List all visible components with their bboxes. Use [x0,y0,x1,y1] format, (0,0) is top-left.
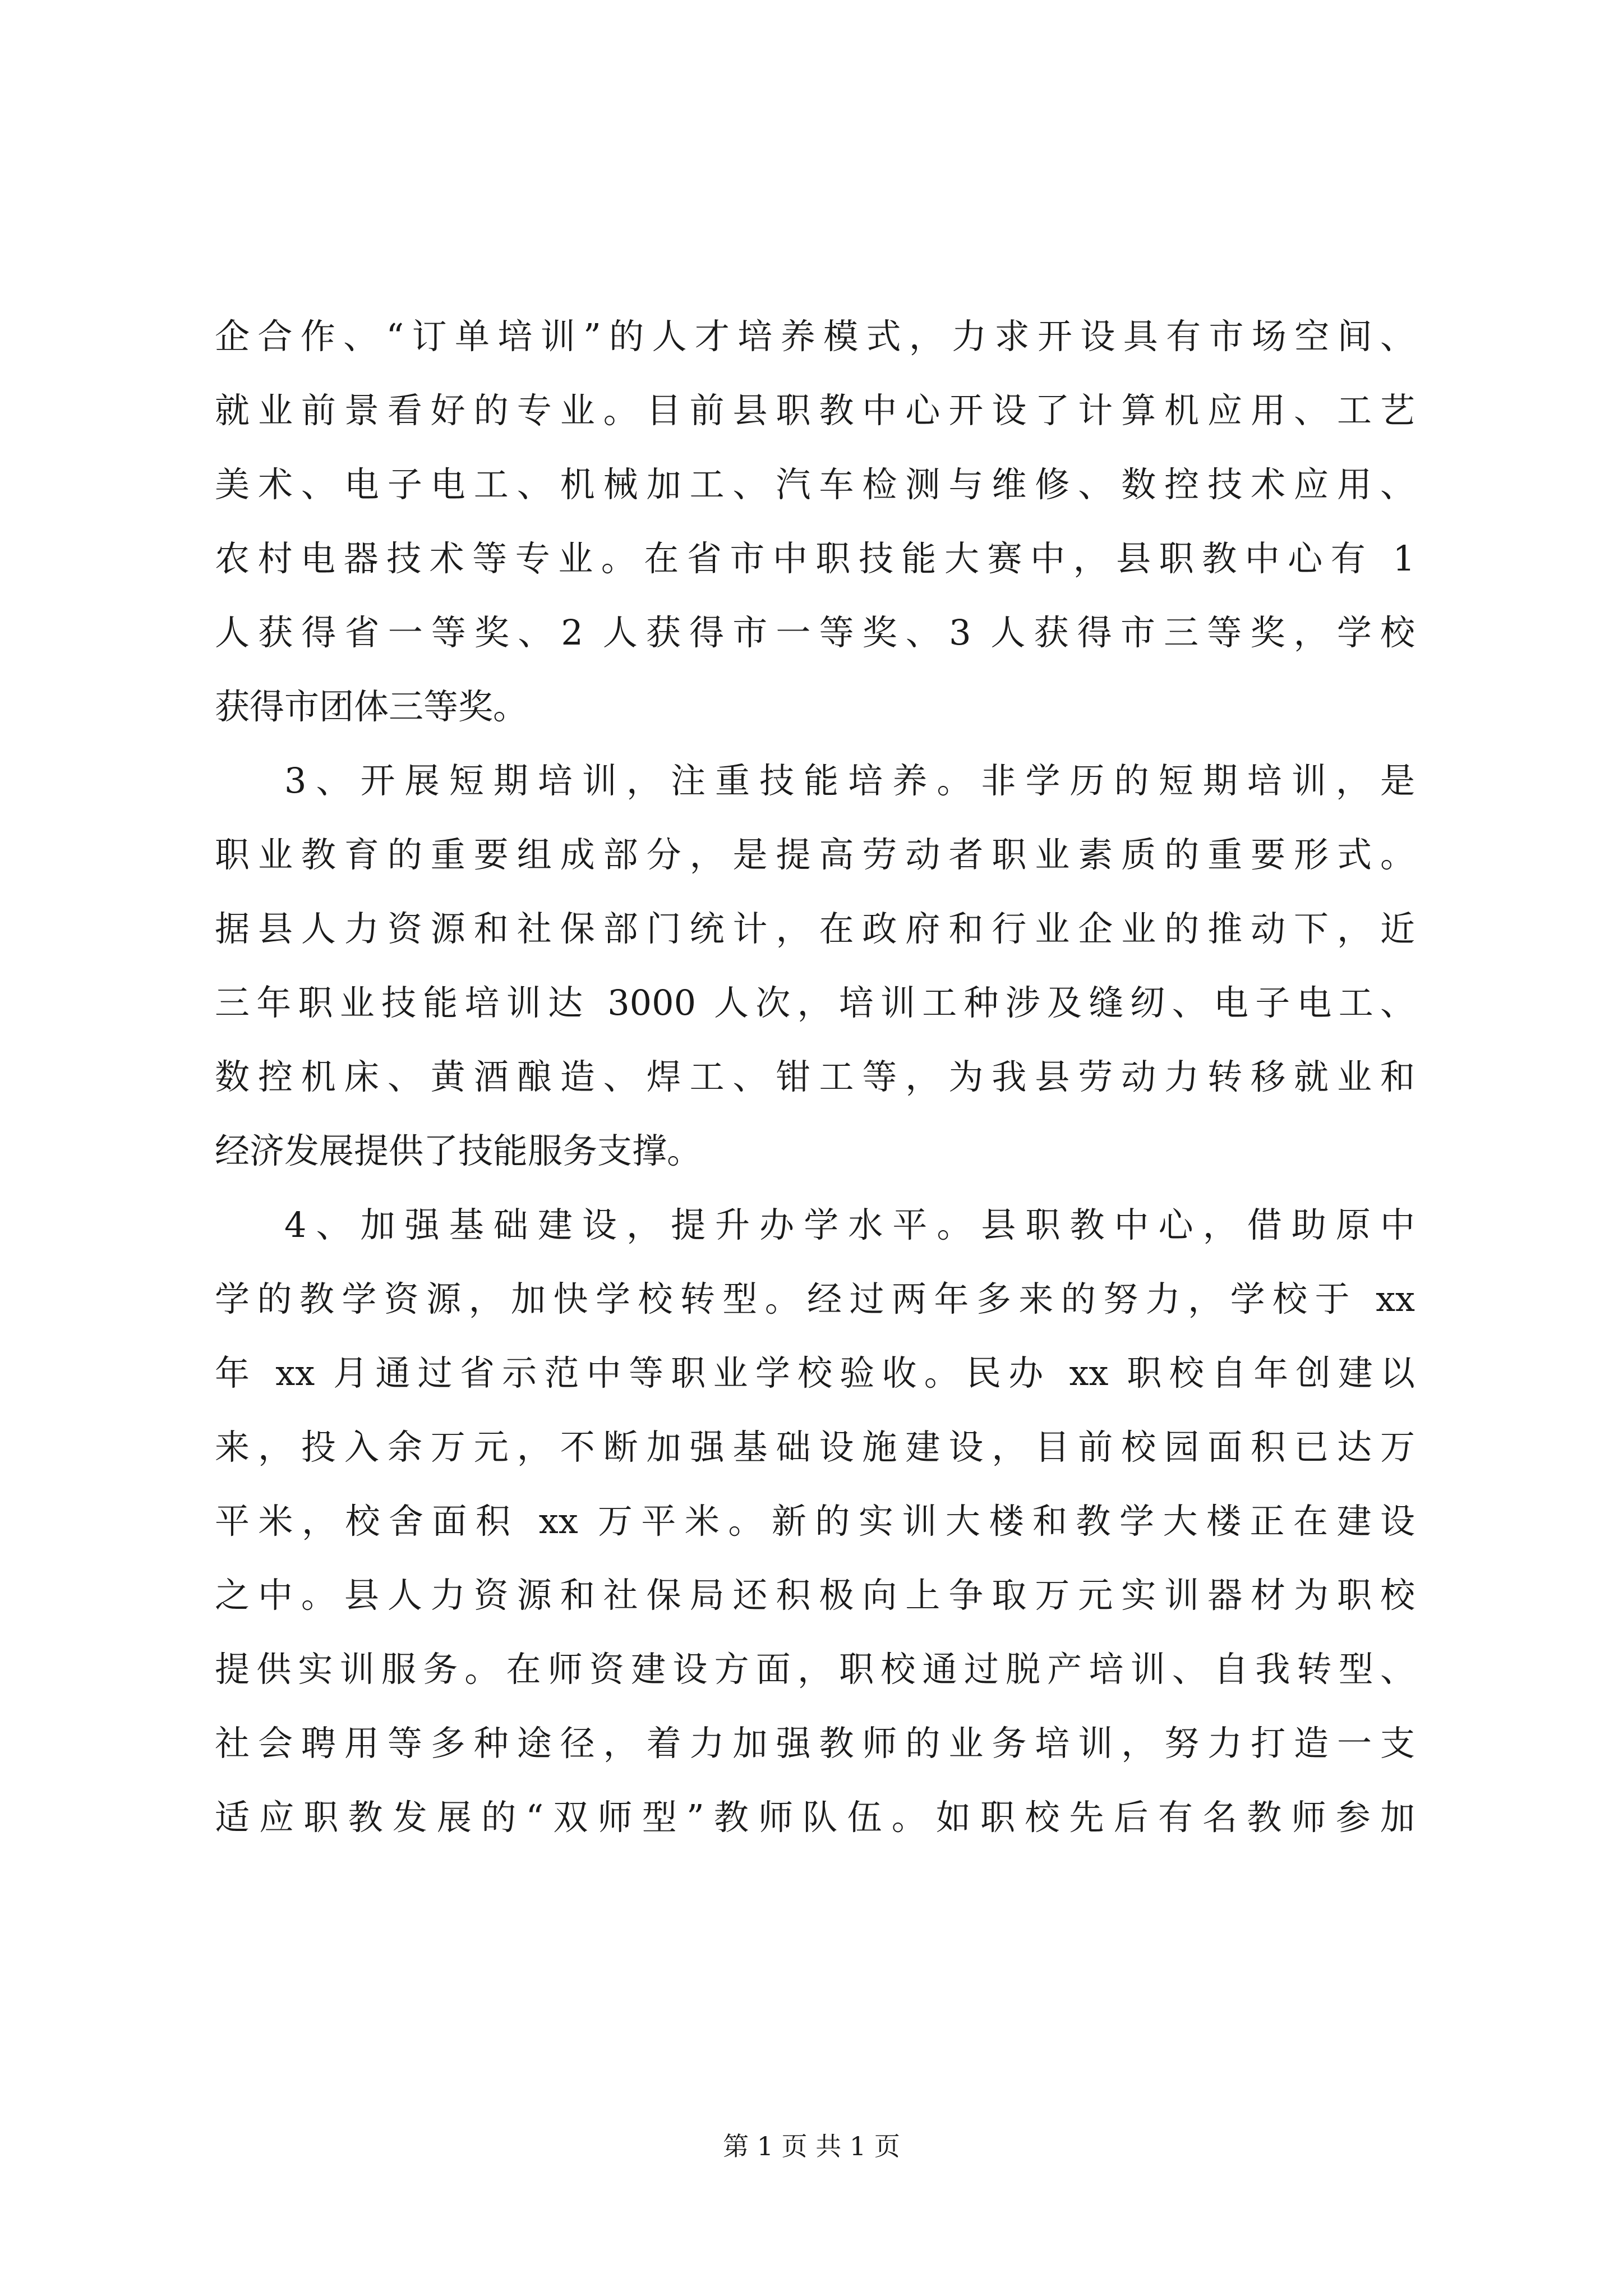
text-line: 人获得省一等奖、2 人获得市一等奖、3 人获得市三等奖，学校 [215,612,1415,653]
text-line: 之中。县人力资源和社保局还积极向上争取万元实训器材为职校 [215,1575,1415,1616]
document-body [215,300,1415,1855]
text-line: 来，投入余万元，不断加强基础设施建设，目前校园面积已达万 [215,1427,1415,1467]
text-line: 数控机床、黄酒酿造、焊工、钳工等，为我县劳动力转移就业和 [215,1056,1415,1097]
text-line: 学的教学资源，加快学校转型。经过两年多来的努力，学校于 xx [215,1278,1415,1319]
text-line: 年 xx 月通过省示范中等职业学校验收。民办 xx 职校自年创建以 [215,1352,1415,1393]
text-line: 平米，校舍面积 xx 万平米。新的实训大楼和教学大楼正在建设 [215,1501,1415,1542]
text-line: 三年职业技能培训达 3000 人次，培训工种涉及缝纫、电子电工、 [215,982,1415,1023]
text-line: 社会聘用等多种途径，着力加强教师的业务培训，努力打造一支 [215,1723,1415,1764]
text-line: 农村电器技术等专业。在省市中职技能大赛中，县职教中心有 1 [215,538,1415,579]
page-footer: 第 1 页 共 1 页 [723,2131,900,2161]
paragraph-first-line: 4、加强基础建设，提升办学水平。县职教中心，借助原中 [284,1204,1415,1245]
text-line: 企合作、“订单培训”的人才培养模式，力求开设具有市场空间、 [215,316,1415,357]
text-line: 适应职教发展的“双师型”教师队伍。如职校先后有名教师参加 [215,1797,1415,1838]
text-line: 职业教育的重要组成部分，是提高劳动者职业素质的重要形式。 [215,834,1415,875]
text-line: 据县人力资源和社保部门统计，在政府和行业企业的推动下，近 [215,908,1415,949]
text-line: 提供实训服务。在师资建设方面，职校通过脱产培训、自我转型、 [215,1649,1415,1690]
text-line: 经济发展提供了技能服务支撑。 [215,1130,702,1171]
text-line: 美术、电子电工、机械加工、汽车检测与维修、数控技术应用、 [215,464,1415,505]
paragraph-first-line: 3、开展短期培训，注重技能培养。非学历的短期培训，是 [284,760,1415,801]
text-line: 就业前景看好的专业。目前县职教中心开设了计算机应用、工艺 [215,390,1415,431]
text-line: 获得市团体三等奖。 [215,686,528,727]
